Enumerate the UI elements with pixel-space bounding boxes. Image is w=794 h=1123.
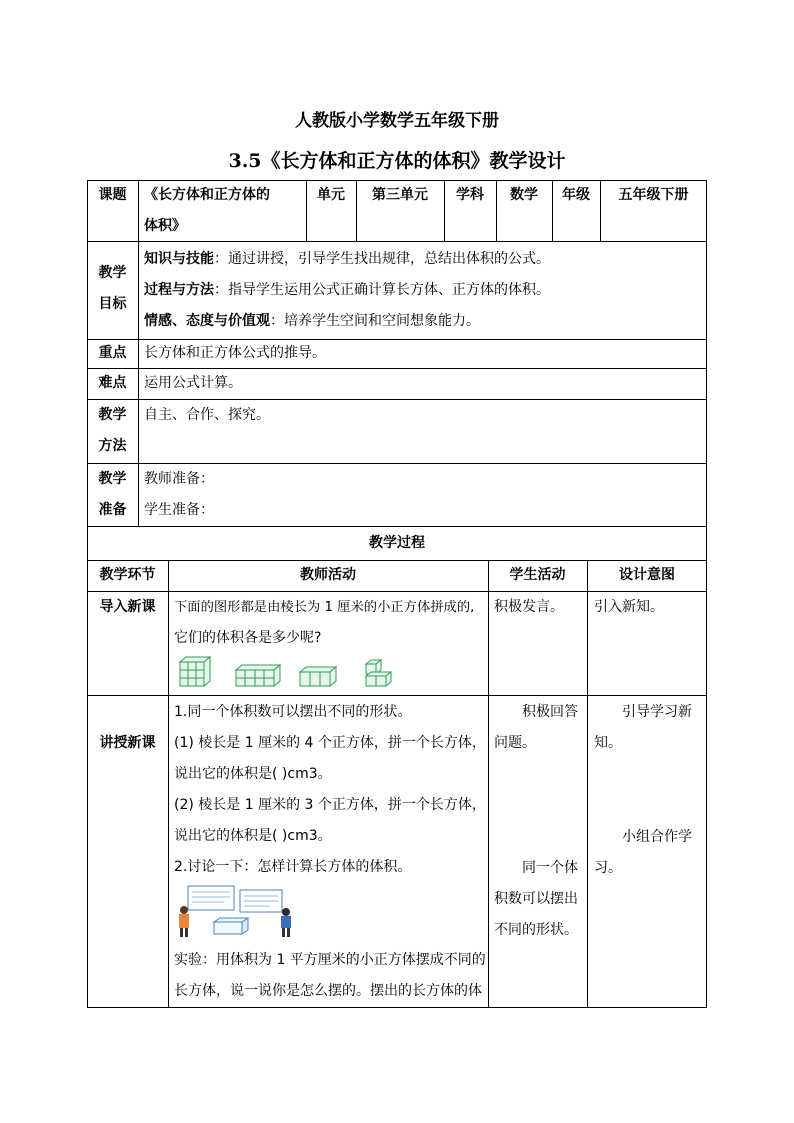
document-title: 人教版小学数学五年级下册 (295, 111, 499, 131)
cube-figures-illustration (176, 654, 396, 690)
subject-label: 学科 (456, 187, 484, 203)
intro-stage: 导入新课 (99, 599, 156, 615)
goals-content (144, 244, 704, 337)
lecture-experiment: 实验：用体积为 1 平方厘米的小正方体摆成不同的 长方体，说一说你是怎么摆的。摆出的长方体的体 (174, 952, 486, 999)
intro-student: 积极发言。 (494, 599, 564, 615)
lecture-student: 积极回答 问题。 (494, 704, 578, 751)
lecture-teacher: 1.同一个体积数可以摆出不同的形状。 (1) 棱长是 1 厘米的 4 个正方体，拼一个长方体， 说出它的体积是( )cm3。 (2) 棱长是 1 厘米的 3 个正方体，拼一个长方体， 说出它的体积是( )cm3。 2.讨论一下：怎样计算长方体的体积。 (174, 704, 486, 875)
emotion-text: ：培养学生空间和空间想象能力。 (270, 313, 480, 329)
unit-value: 第三单元 (372, 187, 428, 203)
cuboid-model (214, 918, 248, 934)
process-label: 过程与方法 (144, 282, 214, 298)
lecture-student-note: 同一个体 积数可以摆出 不同的形状。 (494, 860, 578, 938)
emotion-label: 情感、态度与价值观 (144, 313, 270, 329)
cube-figure-1 (180, 657, 210, 686)
speech-bubble-left (188, 886, 234, 910)
column-header-student: 学生活动 (509, 567, 566, 583)
column-header-teacher: 教师活动 (300, 567, 356, 583)
document-subtitle: 3.5《长方体和正方体的体积》教学设计 (228, 150, 566, 172)
key-point-text: 长方体和正方体公式的推导。 (144, 345, 326, 361)
student-prep: 学生准备： (144, 502, 214, 518)
column-header-stage: 教学环节 (99, 567, 156, 583)
cube-figure-3 (300, 667, 336, 686)
unit-label: 单元 (317, 187, 345, 203)
difficulty-text: 运用公式计算。 (144, 375, 242, 391)
knowledge-text: ：通过讲授，引导学生找出规律，总结出体积的公式。 (214, 251, 550, 267)
teacher-figure-left (179, 906, 189, 937)
intro-teacher: 下面的图形都是由棱长为 1 厘米的小正方体拼成的, 它们的体积各是多少呢? (174, 600, 475, 646)
teacher-discussion-illustration (174, 884, 304, 938)
grade-value: 五年级下册 (618, 187, 689, 203)
teacher-prep: 教师准备： (144, 471, 214, 487)
lecture-stage: 讲授新课 (99, 735, 156, 751)
topic-label: 课题 (98, 187, 127, 203)
grade-label: 年级 (562, 187, 590, 203)
key-point-label: 重点 (98, 345, 127, 361)
lecture-intent-group: 小组合作学 习。 (594, 829, 692, 876)
knowledge-label: 知识与技能 (144, 251, 214, 267)
subject-value: 数学 (510, 187, 538, 203)
teacher-figure-right (281, 908, 291, 937)
method-label: 教学 方法 (98, 407, 127, 454)
cube-figure-4 (366, 660, 391, 686)
intro-intent: 引入新知。 (594, 599, 664, 615)
method-text: 自主、合作、探究。 (144, 407, 270, 423)
lecture-intent: 引导学习新 知。 (594, 704, 692, 751)
goals-label: 教学 目标 (98, 265, 127, 312)
process-title: 教学过程 (369, 535, 425, 551)
speech-bubble-right (240, 890, 282, 912)
topic-value: 《长方体和正方体的 体积》 (144, 187, 270, 234)
prep-label: 教学 准备 (98, 471, 127, 518)
column-header-intent: 设计意图 (619, 567, 675, 583)
difficulty-label: 难点 (98, 375, 127, 391)
cube-figure-2 (236, 665, 280, 686)
process-text: ：指导学生运用公式正确计算长方体、正方体的体积。 (214, 282, 550, 298)
prep-content (144, 464, 704, 526)
